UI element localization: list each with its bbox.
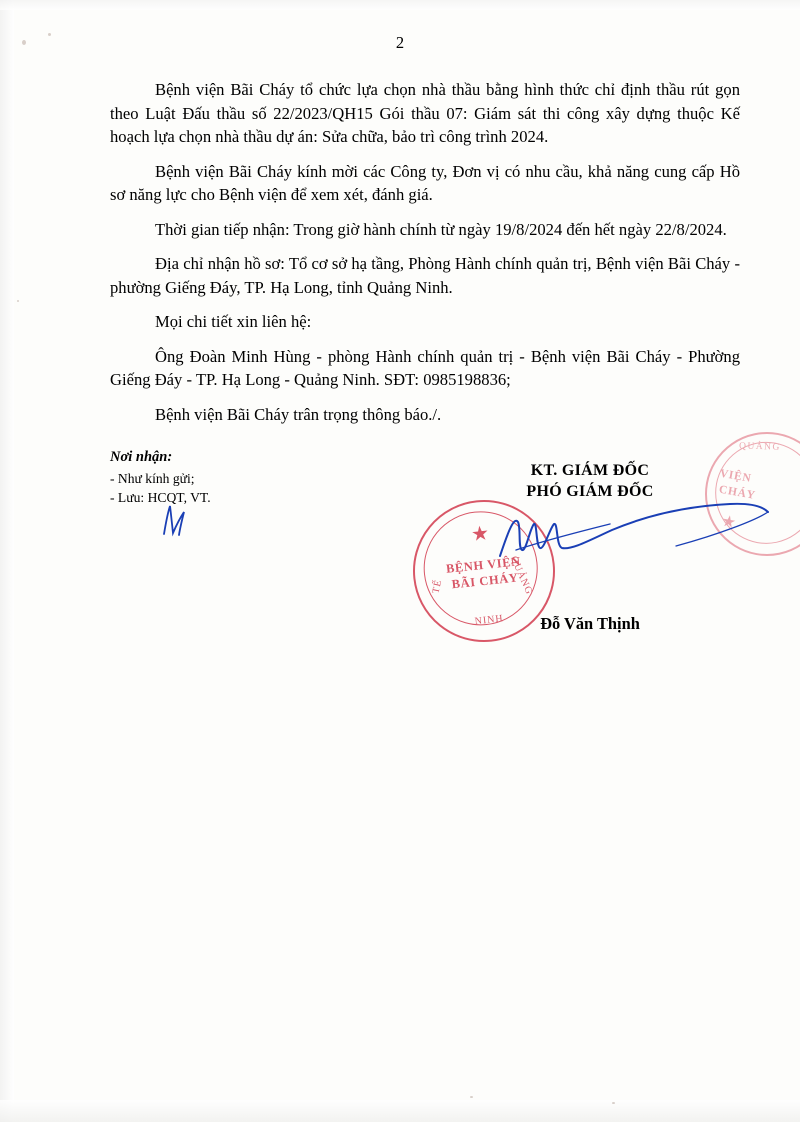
secondary-stamp-star-icon: ★: [720, 512, 738, 532]
scan-edge-left: [0, 0, 14, 1122]
scan-edge-top: [0, 0, 800, 10]
paragraph: Địa chỉ nhận hồ sơ: Tổ cơ sở hạ tầng, Phòng Hành chính quản trị, Bệnh viện Bãi Cháy - phường Giếng Đáy, TP. Hạ Long, tỉnh Quảng Ninh.: [110, 254, 740, 297]
stamp-arc-left: TẾ: [430, 578, 445, 595]
stamp-line1: BỆNH VIỆN: [445, 554, 522, 576]
scan-speck: [470, 1096, 473, 1098]
handwritten-initial-icon: [158, 500, 198, 540]
secondary-stamp-arc: QUẢNG: [738, 441, 782, 453]
paragraph: Ông Đoàn Minh Hùng - phòng Hành chính quản trị - Bệnh viện Bãi Cháy - Phường Giếng Đáy - TP. Hạ Long - Quảng Ninh. SĐT: 0985198836;: [110, 346, 740, 389]
paragraph: Bệnh viện Bãi Cháy tổ chức lựa chọn nhà thầu bằng hình thức chỉ định thầu rút gọn theo Luật Đấu thầu số 22/2023/QH15 Gói thầu 07: Giám sát thi công xây dựng thuộc Kế hoạch lựa chọn nhà thầu dự án: Sửa chữa, bảo trì công trình 2024.: [110, 80, 740, 146]
paragraph: Bệnh viện Bãi Cháy trân trọng thông báo./.: [155, 404, 442, 424]
scan-edge-bottom: [0, 1100, 800, 1122]
secondary-stamp-line2: CHÁY: [717, 483, 757, 502]
scan-speck: [17, 300, 19, 302]
stamp-arc-bottom: NINH: [474, 613, 505, 628]
recipients-list: [110, 448, 360, 507]
recipient-line: - Lưu: HCQT, VT.: [110, 490, 211, 505]
paragraph: Bệnh viện Bãi Cháy kính mời các Công ty, Đơn vị có nhu cầu, khả năng cung cấp Hồ sơ năng lực cho Bệnh viện để xem xét, đánh giá.: [110, 161, 740, 204]
stamp-star-icon: ★: [470, 522, 491, 547]
recipient-line: - Như kính gửi;: [110, 471, 195, 486]
paragraph: Thời gian tiếp nhận: Trong giờ hành chính từ ngày 19/8/2024 đến hết ngày 22/8/2024.: [155, 219, 727, 239]
stamp-arc-right: QUẢNG: [507, 554, 535, 597]
scan-speck: [612, 1102, 615, 1104]
paragraph: Mọi chi tiết xin liên hệ:: [155, 312, 312, 331]
stamp-line2: BÃI CHÁY: [451, 570, 520, 592]
page-number: 2: [395, 33, 405, 52]
document-body: [110, 78, 740, 427]
signer-role-line2: PHÓ GIÁM ĐỐC: [526, 483, 654, 500]
signer-role-line1: KT. GIÁM ĐỐC: [530, 462, 650, 479]
signer-name: Đỗ Văn Thịnh: [540, 614, 640, 633]
secondary-stamp-line1: VIỆN: [718, 467, 753, 485]
recipients-title: Nơi nhận:: [110, 449, 173, 465]
